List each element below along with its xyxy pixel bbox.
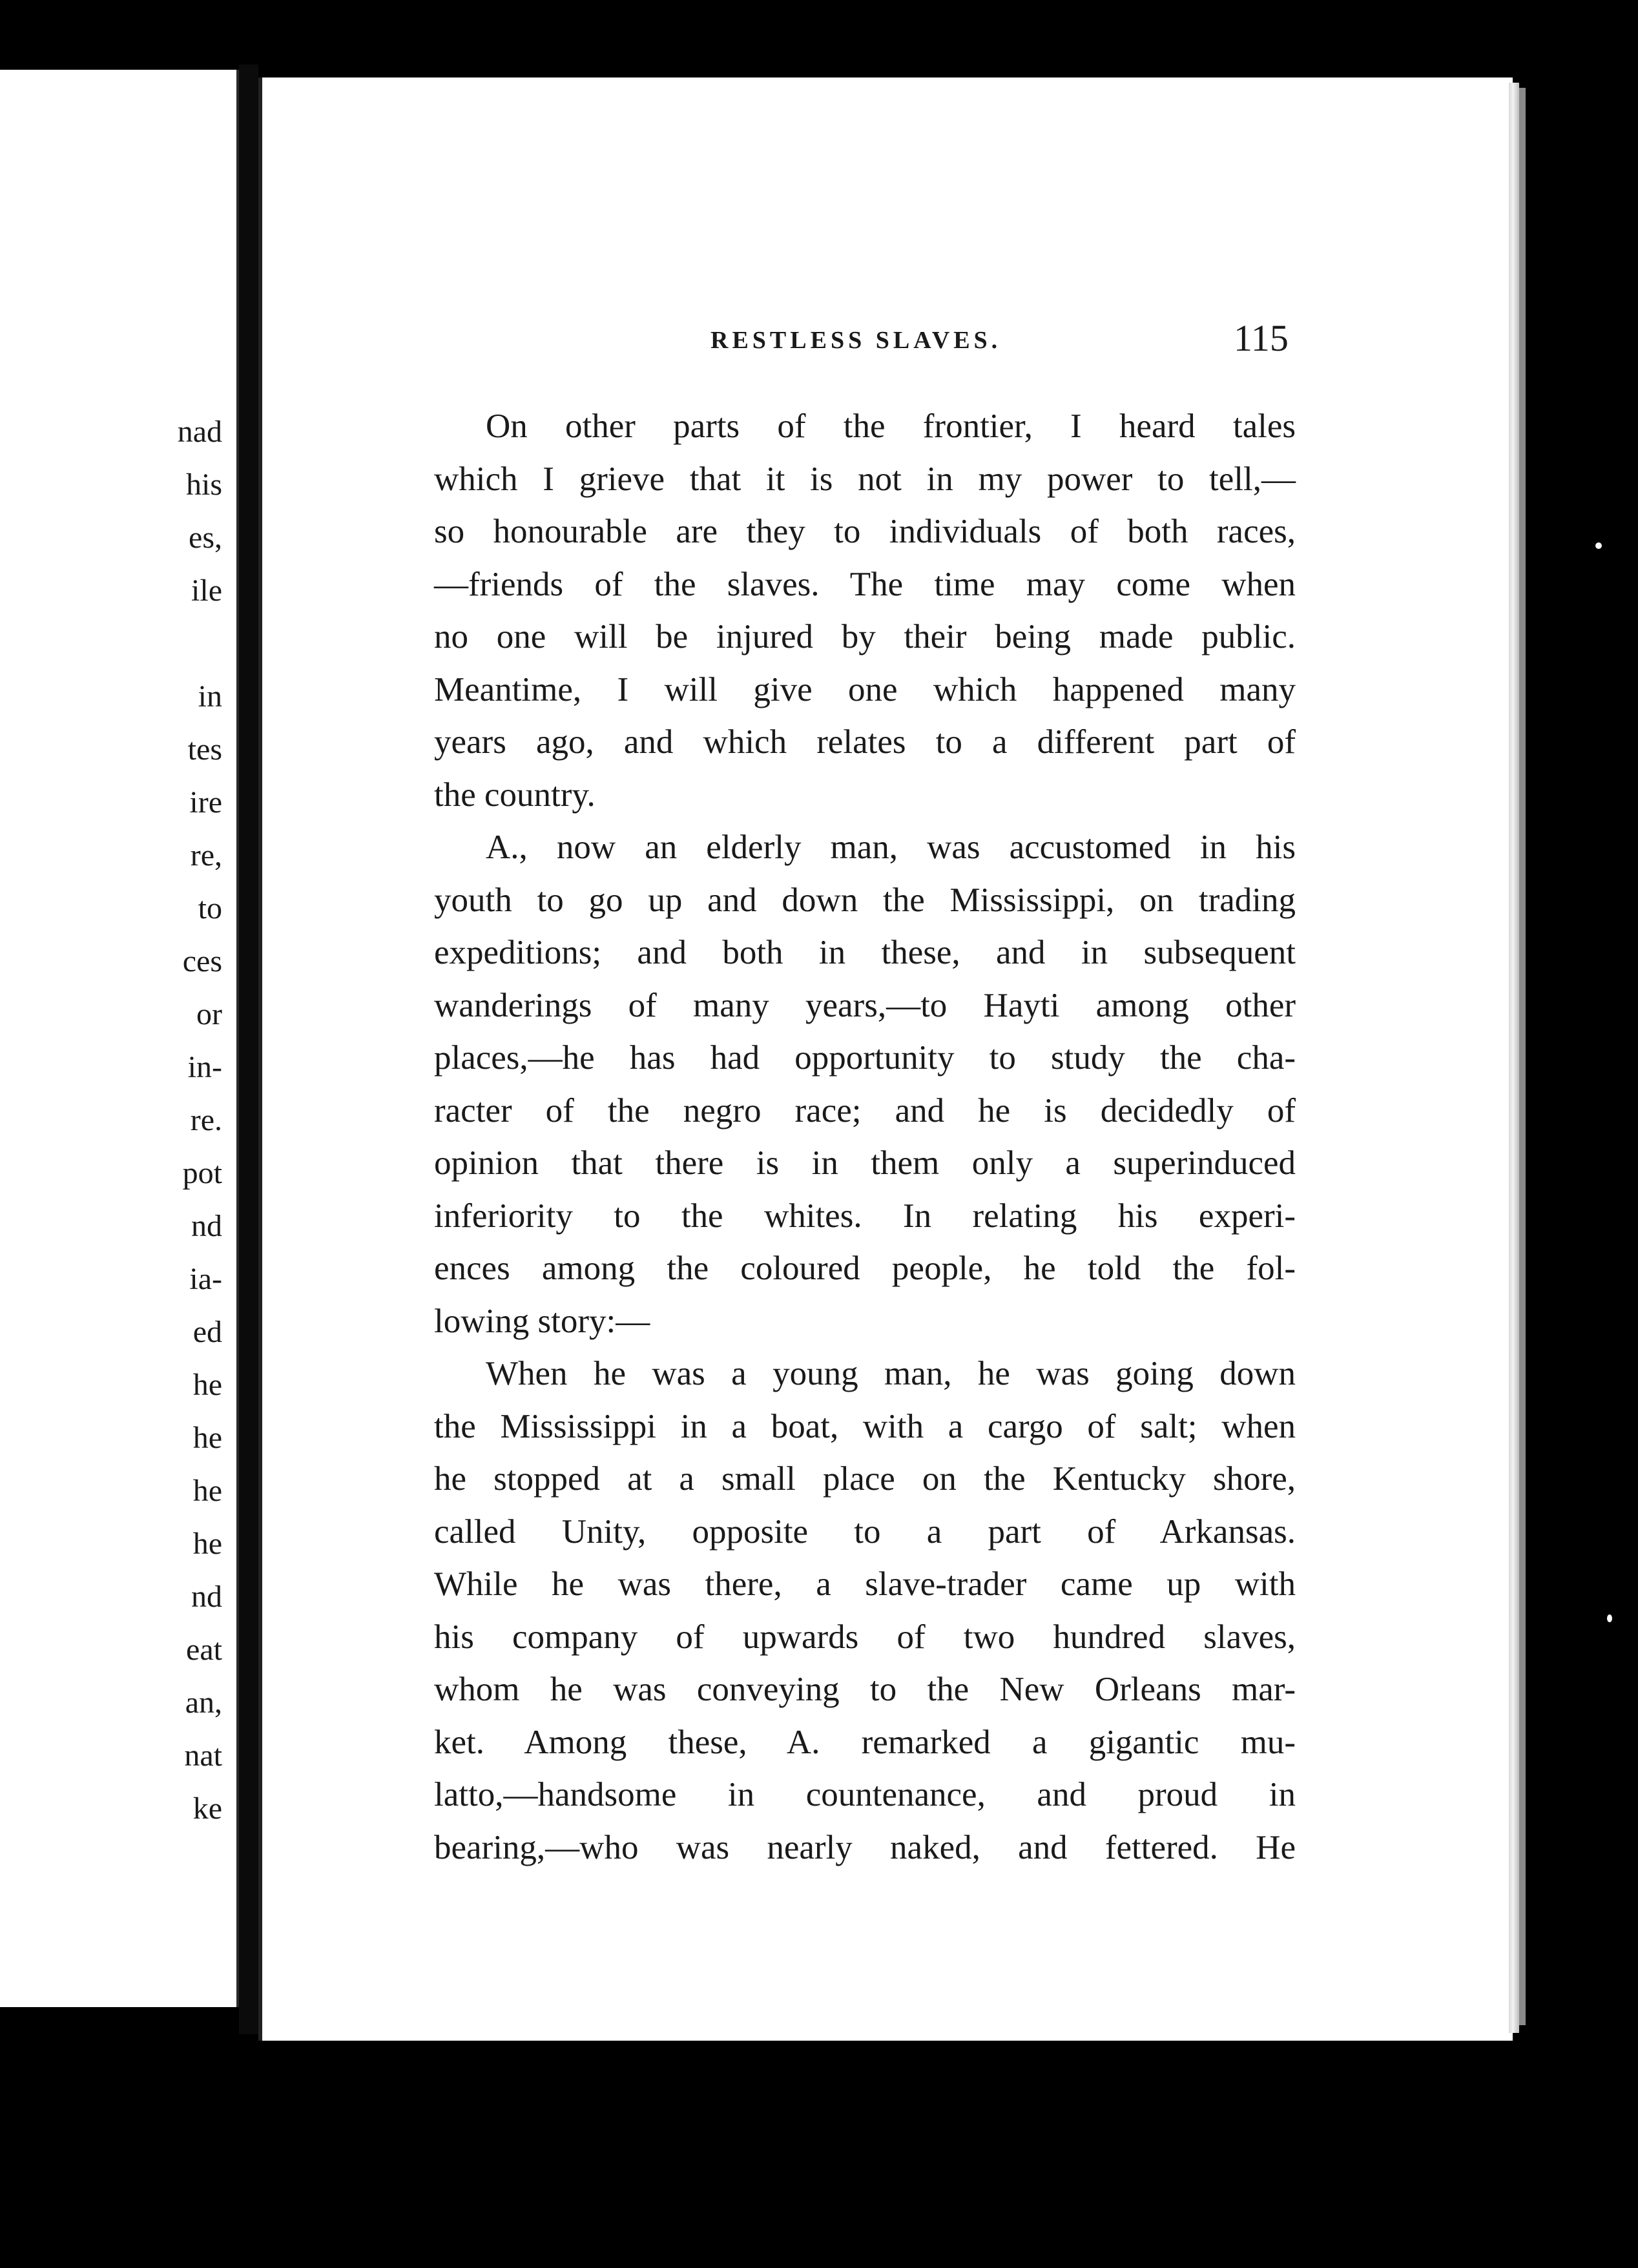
dust-speck — [1595, 542, 1602, 549]
binding-gutter — [239, 65, 258, 2034]
text-line: opinion that there is in them only a superinduced — [434, 1144, 1296, 1182]
text-line: so honourable are they to individuals of both races, — [434, 513, 1296, 550]
fragment-line: in- — [187, 1050, 222, 1084]
dust-speck — [1607, 1614, 1612, 1622]
fragment-line: nd — [191, 1580, 222, 1614]
text-line: years ago, and which relates to a different part of — [434, 723, 1296, 761]
text-line: While he was there, a slave-trader came up with — [434, 1565, 1296, 1603]
text-line: the country. — [434, 776, 596, 814]
text-line: wanderings of many years,—to Hayti among other — [434, 986, 1296, 1024]
text-line: which I grieve that it is not in my power to tell,— — [434, 460, 1296, 498]
fragment-line: eat — [186, 1633, 222, 1667]
fragment-line: ile — [191, 573, 222, 608]
facing-page-left — [0, 70, 239, 2007]
fragment-line: nad — [177, 415, 222, 449]
fragment-line: nat — [184, 1738, 222, 1773]
paragraph-1 — [434, 400, 1296, 821]
fragment-line: ed — [192, 1315, 222, 1349]
paragraph-2 — [434, 821, 1296, 1348]
fragment-line: he — [192, 1421, 222, 1455]
text-line: whom he was conveying to the New Orleans mar- — [434, 1671, 1296, 1708]
paragraph-3 — [434, 1348, 1296, 1874]
fragment-line: or — [196, 997, 222, 1031]
text-line: A., now an elderly man, was accustomed in his — [486, 829, 1296, 866]
fragment-line: to — [198, 891, 222, 925]
text-line: bearing,—who was nearly naked, and fettered. He — [434, 1828, 1296, 1866]
fragment-line: re, — [190, 838, 222, 872]
text-line: ket. Among these, A. remarked a gigantic mu- — [434, 1723, 1296, 1761]
fragment-line — [178, 617, 222, 670]
fragment-line: tes — [187, 732, 222, 767]
fragment-line: an, — [185, 1686, 222, 1720]
fragment-line: ces — [182, 944, 222, 978]
text-line: no one will be injured by their being made public. — [434, 618, 1296, 655]
text-line: youth to go up and down the Mississippi, on trading — [434, 881, 1296, 919]
fragment-line: ire — [189, 785, 222, 820]
text-line: ences among the coloured people, he told the fol- — [434, 1250, 1296, 1287]
text-line: On other parts of the frontier, I heard tales — [486, 407, 1296, 445]
fragment-line: nd — [191, 1209, 222, 1243]
fragment-line: ke — [192, 1791, 222, 1826]
page-number: 115 — [1234, 317, 1289, 359]
fragment-line: his — [185, 468, 222, 502]
text-line: —friends of the slaves. The time may come when — [434, 565, 1296, 603]
text-line: the Mississippi in a boat, with a cargo of salt; when — [434, 1407, 1296, 1445]
text-line: his company of upwards of two hundred slaves, — [434, 1618, 1296, 1656]
running-head: RESTLESS SLAVES. — [710, 327, 1002, 354]
page-edges — [1509, 83, 1519, 2033]
text-line: inferiority to the whites. In relating his experi- — [434, 1197, 1296, 1235]
text-line: he stopped at a small place on the Kentucky shore, — [434, 1460, 1296, 1498]
fragment-line: es, — [189, 521, 222, 555]
fragment-line: re. — [190, 1103, 222, 1137]
fragment-line: ia- — [189, 1262, 222, 1296]
fragment-line: he — [192, 1527, 222, 1561]
page-edges-shadow — [1519, 88, 1526, 2025]
text-line: places,—he has had opportunity to study the cha- — [434, 1039, 1296, 1077]
fragment-line: he — [192, 1368, 222, 1402]
text-line: lowing story:— — [434, 1302, 650, 1340]
text-line: latto,—handsome in countenance, and proud in — [434, 1776, 1296, 1813]
facing-page-text-fragments — [178, 406, 222, 1835]
text-line: When he was a young man, he was going down — [486, 1355, 1296, 1392]
text-line: called Unity, opposite to a part of Arkansas. — [434, 1512, 1296, 1551]
fragment-line: he — [192, 1474, 222, 1508]
text-line: Meantime, I will give one which happened many — [434, 670, 1296, 708]
body-text — [434, 400, 1296, 1874]
fragment-line: in — [198, 679, 222, 714]
fragment-line: pot — [182, 1156, 222, 1190]
text-line: expeditions; and both in these, and in subsequent — [434, 934, 1296, 971]
text-line: racter of the negro race; and he is decidedly of — [434, 1091, 1296, 1129]
